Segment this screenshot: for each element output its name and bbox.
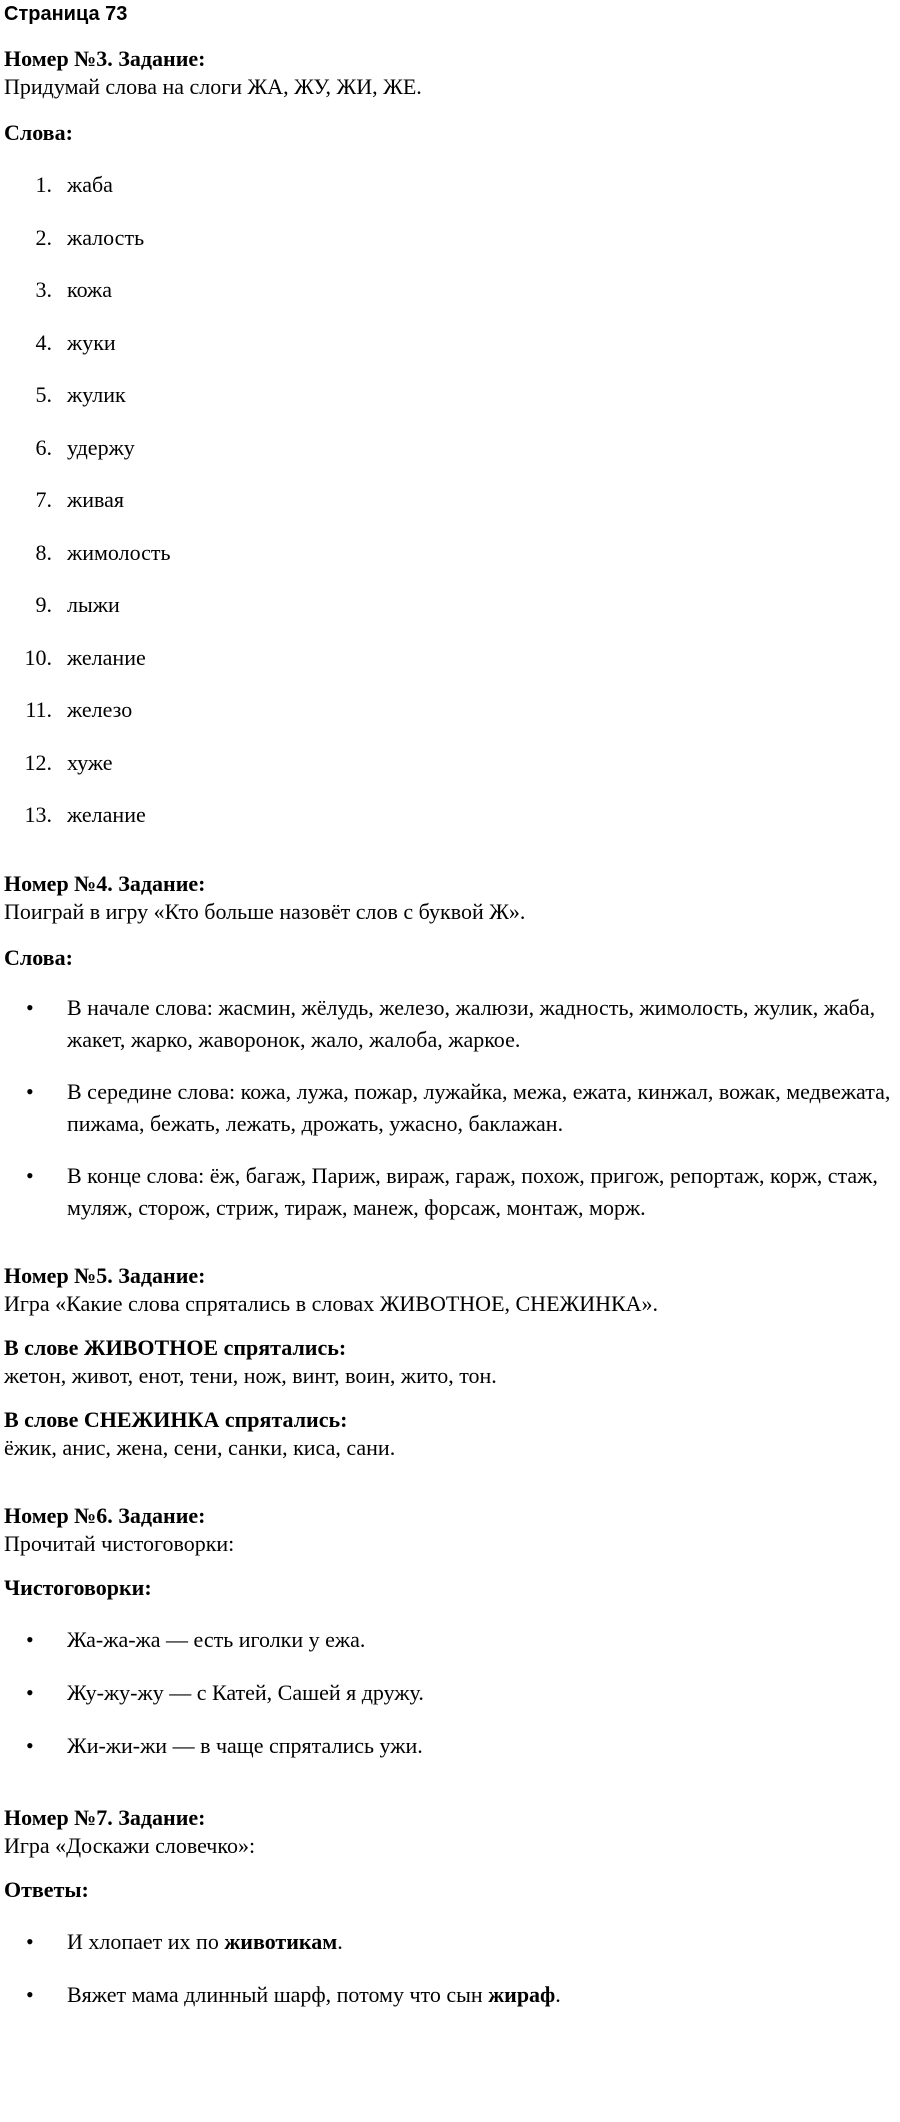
list-item-text: Жа-жа-жа — есть иголки у ежа. <box>67 1627 366 1652</box>
list-item-text-after: . <box>555 1982 561 2007</box>
list-item-text: В начале слова: жасмин, жёлудь, железо, жалюзи, жадность, жимолость, жулик, жаба, жакет, жарко, жаворонок, жало, жалоба, жаркое. <box>67 995 876 1052</box>
list-item <box>4 329 884 357</box>
list-item-word: жалость <box>67 224 145 250</box>
list-item-number: 12. <box>24 749 52 775</box>
task-6-subheading: Чистоговорки: <box>4 1575 152 1600</box>
list-item-text: В середине слова: кожа, лужа, пожар, лужайка, межа, ежата, кинжал, вожак, медвежата, пижама, бежать, лежать, дрожать, ужасно, баклажан. <box>67 1079 891 1136</box>
list-item-word: жаба <box>67 172 113 197</box>
list-item <box>4 539 884 567</box>
list-item <box>4 1926 897 1958</box>
task-7-text: Игра «Доскажи словечко»: <box>4 1833 256 1858</box>
task-7-section <box>4 1804 884 2011</box>
task-3-heading: Номер №3. Задание: <box>4 46 206 71</box>
list-item <box>4 1160 897 1224</box>
list-item <box>4 696 884 724</box>
task-5-heading: Номер №5. Задание: <box>4 1263 206 1288</box>
list-item-number: 3. <box>35 277 52 302</box>
list-item <box>4 1076 897 1140</box>
page-title: Страница 73 <box>4 3 128 25</box>
list-item-text-after: . <box>337 1929 343 1954</box>
list-item-number: 5. <box>35 382 52 407</box>
list-item-word: желание <box>67 644 146 670</box>
list-item-number: 1. <box>35 172 52 197</box>
task-6-heading: Номер №6. Задание: <box>4 1503 206 1528</box>
list-item <box>4 381 884 409</box>
bullet-icon: • <box>26 1982 34 2007</box>
list-item-number: 9. <box>35 592 52 617</box>
task-7-heading: Номер №7. Задание: <box>4 1805 206 1830</box>
bullet-icon: • <box>26 1627 34 1652</box>
bullet-icon: • <box>26 1680 34 1705</box>
task-3-section <box>4 45 884 829</box>
list-item-word: жимолость <box>67 539 171 565</box>
task-3-word-list <box>4 171 884 829</box>
list-item <box>4 801 884 829</box>
list-item-word: железо <box>67 697 133 722</box>
task-7-subheading: Ответы: <box>4 1877 89 1902</box>
list-item-number: 6. <box>35 434 52 460</box>
task-4-subheading: Слова: <box>4 945 73 970</box>
list-item <box>4 644 884 672</box>
task-3-subheading: Слова: <box>4 120 73 145</box>
list-item <box>4 1979 897 2011</box>
list-item-number: 4. <box>35 329 52 355</box>
list-item-number: 8. <box>35 539 52 565</box>
task-7-list <box>4 1926 884 2011</box>
list-item-text: Жу-жу-жу — с Катей, Сашей я дружу. <box>67 1680 424 1705</box>
list-item-word: кожа <box>67 277 112 302</box>
bullet-icon: • <box>26 1929 34 1954</box>
list-item-word: живая <box>67 487 124 512</box>
list-item-text-before: Вяжет мама длинный шарф, потому что сын <box>67 1982 489 2007</box>
list-item-word: лыжи <box>67 592 120 617</box>
list-item-text: Жи-жи-жи — в чаще спрятались ужи. <box>67 1733 423 1758</box>
task-4-heading: Номер №4. Задание: <box>4 871 206 896</box>
task-6-section <box>4 1502 884 1762</box>
list-item-word: жулик <box>67 382 126 407</box>
list-item-answer: жираф <box>488 1982 556 2007</box>
list-item-word: хуже <box>67 749 113 775</box>
task-5-section <box>4 1262 884 1462</box>
list-item-word: удержу <box>67 434 135 460</box>
list-item-text: В конце слова: ёж, багаж, Париж, вираж, гараж, похож, пригож, репортаж, корж, стаж, муляж, сторож, стриж, тираж, манеж, форсаж, монтаж, морж. <box>67 1163 878 1220</box>
task-5-words-1: жетон, живот, енот, тени, нож, винт, воин, жито, тон. <box>4 1363 497 1388</box>
task-5-words-2: ёжик, анис, жена, сени, санки, киса, сани. <box>4 1435 396 1460</box>
list-item <box>4 486 884 514</box>
list-item-number: 13. <box>24 802 52 827</box>
list-item-word: жуки <box>67 329 116 355</box>
bullet-icon: • <box>26 1079 34 1104</box>
list-item <box>4 1624 897 1656</box>
list-item <box>4 749 884 777</box>
list-item <box>4 171 884 199</box>
bullet-icon: • <box>26 1733 34 1758</box>
task-6-list <box>4 1624 884 1762</box>
task-5-subheading-1: В слове ЖИВОТНОЕ спрятались: <box>4 1335 347 1360</box>
list-item-number: 7. <box>35 487 52 512</box>
list-item-number: 10. <box>24 644 52 670</box>
bullet-icon: • <box>26 995 34 1020</box>
task-5-text: Игра «Какие слова спрятались в словах ЖИВОТНОЕ, СНЕЖИНКА». <box>4 1291 659 1316</box>
task-5-subheading-2: В слове СНЕЖИНКА спрятались: <box>4 1407 348 1432</box>
list-item <box>4 1677 897 1709</box>
list-item <box>4 224 884 252</box>
task-4-list <box>4 992 891 1224</box>
task-4-text: Поиграй в игру «Кто больше назовёт слов с буквой Ж». <box>4 899 526 924</box>
task-6-text: Прочитай чистоговорки: <box>4 1531 235 1556</box>
list-item-number: 2. <box>35 224 52 250</box>
list-item-word: желание <box>67 802 146 827</box>
list-item <box>4 992 897 1056</box>
list-item <box>4 434 884 462</box>
list-item-answer: животикам <box>224 1929 338 1954</box>
list-item-text-before: И хлопает их по <box>67 1929 225 1954</box>
list-item <box>4 591 884 619</box>
list-item <box>4 276 884 304</box>
list-item-number: 11. <box>25 697 52 722</box>
task-4-section <box>4 870 891 1224</box>
bullet-icon: • <box>26 1163 34 1188</box>
list-item <box>4 1730 897 1762</box>
task-3-text: Придумай слова на слоги ЖА, ЖУ, ЖИ, ЖЕ. <box>4 74 422 99</box>
